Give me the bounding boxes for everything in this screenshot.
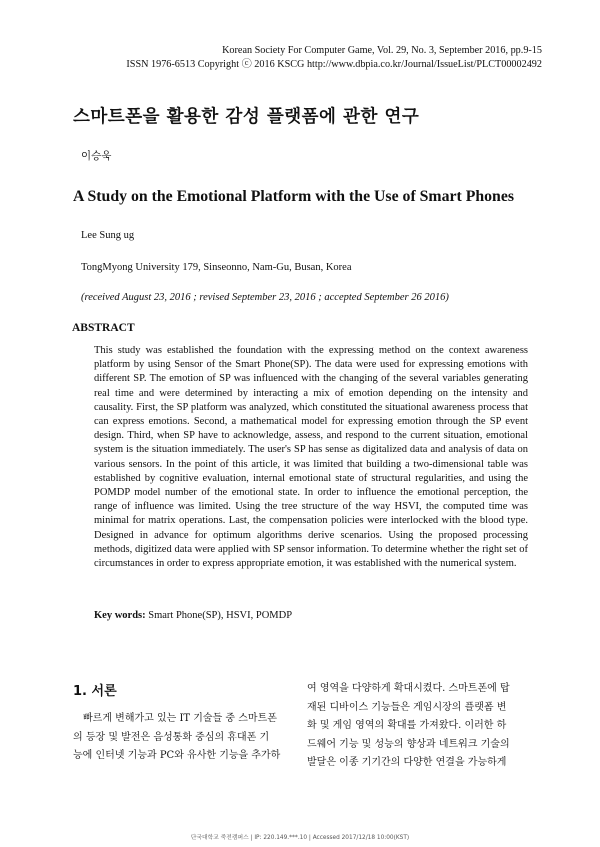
body-line: 화 및 게임 영역의 확대를 가져왔다. 이러한 하: [307, 720, 507, 732]
affiliation: TongMyong University 179, Sinseonno, Nam-Gu, Busan, Korea: [81, 262, 352, 273]
journal-header: [126, 44, 542, 71]
body-line: 의 등장 및 발전은 음성통화 중심의 휴대폰 기: [73, 731, 270, 743]
body-column-right: [307, 680, 529, 773]
abstract-heading: ABSTRACT: [72, 322, 135, 334]
author-korean: 이승욱: [81, 150, 112, 162]
keywords-value: Smart Phone(SP), HSVI, POMDP: [148, 610, 293, 621]
journal-citation: Korean Society For Computer Game, Vol. 29, No. 3, September 2016, pp.9-15: [222, 45, 542, 56]
author-english: Lee Sung ug: [81, 230, 135, 241]
body-line: 빠르게 변해가고 있는 IT 기술들 중 스마트폰: [83, 713, 277, 724]
keywords-label: Key words:: [94, 610, 146, 621]
abstract-body: This study was established the foundation with the expressing method on the context awareness platform by using Sensor of the Smart Phone(SP). The data were used for expressing emotions with different SP. The emotion of SP was influenced with the changing of the several variables generating real time and were determined by interacting a mix of emotion depending on the intensity and causality. First, the SP platform was analyzed, which constituted the situational awareness process that can express emotions. Second, a mathematical model for expressing emotion through the SP event design. Third, when SP have to acknowledge, assess, and respond to the current situation, emotional system is the situation immediately. The user's SP has sense as digitalized data and analysis of data on various sensors. In the point of this article, it was limited that building a two-dimensional table was established by cognitive evaluation, internal emotional state of structural regularities, and using the POMDP model number of the emotional state. In order to influence the emotional perception, the range of influence was limited. Using the tree structure of the way HSVI, the computed time was minimal for matrix operations. Last, the compensation policies were interlocked with the blood type. Designed in advance for optimum algorithms derive scenarios. Using the proposed processing methods, digitized data were applied with SP sensor information. To determine whether the right set of circumstances in order to express appropriate emotion, it was established with the numerical system.: [94, 345, 528, 570]
body-line: 재된 디바이스 기능들은 게임시장의 플랫폼 변: [307, 701, 507, 713]
body-line: 능에 인터넷 기능과 PC와 유사한 기능을 추가하: [73, 750, 281, 762]
keywords: [94, 610, 292, 621]
section-heading-introduction: 1. 서론: [73, 684, 117, 699]
submission-dates: (received August 23, 2016 ; revised September 23, 2016 ; accepted September 26 2016): [81, 292, 449, 303]
body-line: 발달은 이종 기기간의 다양한 연결을 가능하게: [307, 757, 507, 769]
paper-title-english: A Study on the Emotional Platform with the Use of Smart Phones: [73, 188, 514, 205]
journal-issn: ISSN 1976-6513 Copyright ⓒ 2016 KSCG http://www.dbpia.co.kr/Journal/IssueList/PLCT00002492: [126, 58, 542, 70]
body-column-left: [73, 710, 285, 766]
body-line: 드웨어 기능 및 성능의 향상과 네트워크 기술의: [307, 738, 510, 750]
paper-title-korean: 스마트폰을 활용한 감성 플랫폼에 관한 연구: [73, 107, 420, 127]
access-footer: 단국대학교 죽전캠퍼스 | IP: 220.149.***.10 | Accessed 2017/12/18 10:00(KST): [190, 835, 410, 841]
body-line: 여 영역을 다양하게 확대시켰다. 스마트폰에 탑: [307, 683, 510, 694]
